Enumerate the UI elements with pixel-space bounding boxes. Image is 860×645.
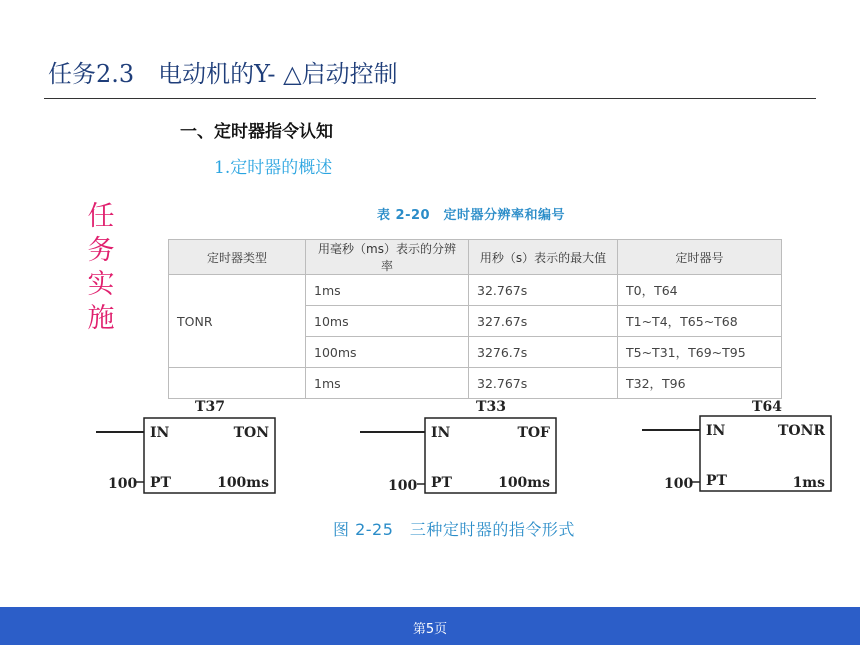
timer-type-label: TOF [517, 425, 550, 441]
side-label [86, 200, 116, 336]
table-cell: 100ms [306, 337, 469, 368]
table-cell: 1ms [306, 368, 469, 399]
timer-pt-label: PT [706, 473, 727, 489]
side-label-char: 施 [87, 303, 115, 334]
timer-in-label: IN [150, 425, 170, 441]
figure-caption: 图 2-25 三种定时器的指令形式 [333, 520, 575, 539]
subsection-heading: 1.定时器的概述 [214, 158, 333, 178]
slide-title: 任务2.3 电动机的Y- △启动控制 [48, 60, 398, 88]
timer-base-label: 1ms [792, 475, 825, 491]
table-header: 用秒（s）表示的最大值 [469, 240, 618, 275]
table-caption: 表 2-20 定时器分辨率和编号 [377, 208, 566, 223]
timer-preset-value: 100 [388, 478, 418, 494]
page-number: 第5页 [412, 622, 448, 637]
timer-pt-label: PT [150, 475, 171, 491]
timer-table-crop [168, 239, 782, 391]
table-header: 用毫秒（ms）表示的分辨率 [306, 240, 469, 275]
timer-preset-value: 100 [108, 476, 138, 492]
side-label-char: 务 [87, 235, 115, 266]
timer-block-tonr [642, 399, 831, 492]
timer-base-label: 100ms [498, 475, 550, 491]
side-label-char: 实 [87, 269, 115, 300]
timer-in-label: IN [706, 423, 726, 439]
timer-base-label: 100ms [217, 475, 269, 491]
table-header: 定时器类型 [169, 240, 306, 275]
timer-name: T37 [195, 399, 225, 415]
table-cell: T1~T4，T65~T68 [618, 306, 782, 337]
table-cell: 10ms [306, 306, 469, 337]
timer-block-ton [96, 399, 275, 493]
table-header: 定时器号 [618, 240, 782, 275]
timer-diagrams [0, 390, 860, 510]
table-cell: 32.767s [469, 275, 618, 306]
timer-in-label: IN [431, 425, 451, 441]
timer-name: T33 [476, 399, 506, 415]
table-header-row [169, 240, 782, 275]
timer-block-tof [360, 399, 556, 494]
table-cell: 3276.7s [469, 337, 618, 368]
table-cell-type: TONR [169, 275, 306, 368]
section-heading: 一、定时器指令认知 [180, 122, 333, 142]
table-cell: T5~T31，T69~T95 [618, 337, 782, 368]
title-divider [44, 98, 816, 99]
table-cell: 1ms [306, 275, 469, 306]
table-cell: 327.67s [469, 306, 618, 337]
table-cell: 32.767s [469, 368, 618, 399]
table-row [169, 275, 782, 306]
timer-type-label: TONR [777, 423, 825, 439]
timer-type-label: TON [233, 425, 269, 441]
table-cell: T0，T64 [618, 275, 782, 306]
table-cell: T32，T96 [618, 368, 782, 399]
timer-preset-value: 100 [664, 476, 694, 492]
timer-pt-label: PT [431, 475, 452, 491]
timer-table [168, 239, 782, 399]
side-label-char: 任 [87, 201, 115, 232]
timer-name: T64 [752, 399, 782, 415]
